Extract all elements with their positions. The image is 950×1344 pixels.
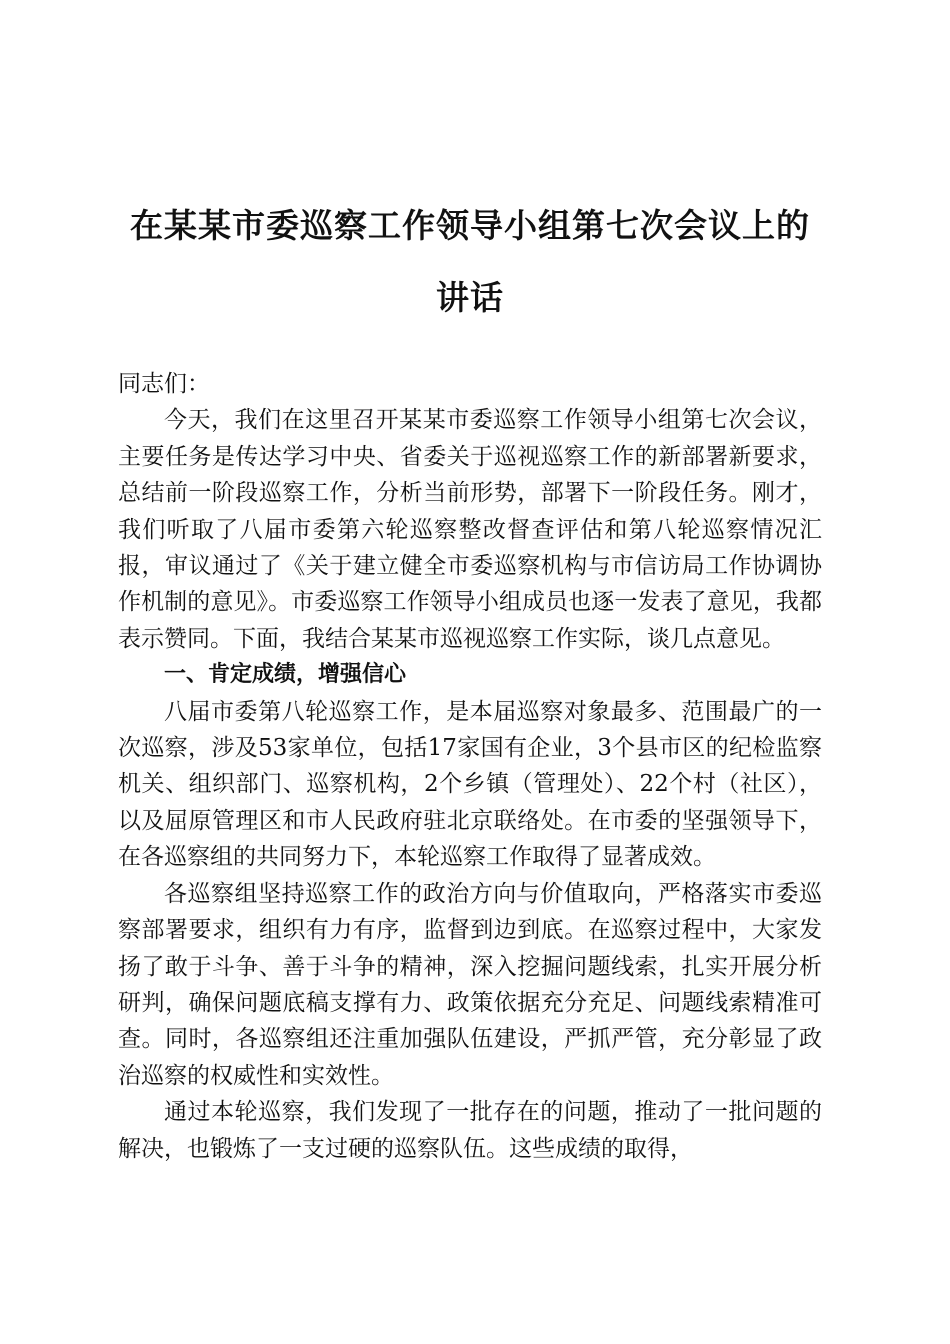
section-1-paragraph-1: 八届市委第八轮巡察工作，是本届巡察对象最多、范围最广的一次巡察，涉及53家单位，包括17家国有企业，3个县市区的纪检监察机关、组织部门、巡察机构，2个乡镇（管理处）、22个村（社区），以及屈原管理区和市人民政府驻北京联络处。在市委的坚强领导下，在各巡察组的共同努力下，本轮巡察工作取得了显著成效。 bbox=[118, 698, 822, 871]
document-title-line-1: 在某某市委巡察工作领导小组第七次会议上的 bbox=[130, 206, 810, 245]
section-1-paragraph-2: 各巡察组坚持巡察工作的政治方向与价值取向，严格落实市委巡察部署要求，组织有力有序，监督到边到底。在巡察过程中，大家发扬了敢于斗争、善于斗争的精神，深入挖掘问题线索，扎实开展分析研判，确保问题底稿支撑有力、政策依据充分充足、问题线索精准可查。同时，各巡察组还注重加强队伍建设，严抓严管，充分彰显了政治巡察的权威性和实效性。 bbox=[118, 880, 822, 1089]
section-1-paragraph-3: 通过本轮巡察，我们发现了一批存在的问题，推动了一批问题的解决，也锻炼了一支过硬的巡察队伍。这些成绩的取得， bbox=[118, 1099, 822, 1162]
section-heading-1: 一、肯定成绩，增强信心 bbox=[164, 662, 407, 688]
salutation: 同志们： bbox=[118, 371, 210, 397]
opening-paragraph: 今天，我们在这里召开某某市委巡察工作领导小组第七次会议，主要任务是传达学习中央、省委关于巡视巡察工作的新部署新要求，总结前一阶段巡察工作，分析当前形势，部署下一阶段任务。刚才，我们听取了八届市委第六轮巡察整改督查评估和第八轮巡察情况汇报，审议通过了《关于建立健全市委巡察机构与市信访局工作协调协作机制的意见》。市委巡察工作领导小组成员也逐一发表了意见，我都表示赞同。下面，我结合某某市巡视巡察工作实际，谈几点意见。 bbox=[118, 407, 822, 652]
document-body bbox=[118, 366, 822, 1167]
document-title bbox=[118, 190, 822, 334]
document-page bbox=[118, 0, 822, 1344]
document-title-line-2: 讲话 bbox=[436, 278, 504, 317]
